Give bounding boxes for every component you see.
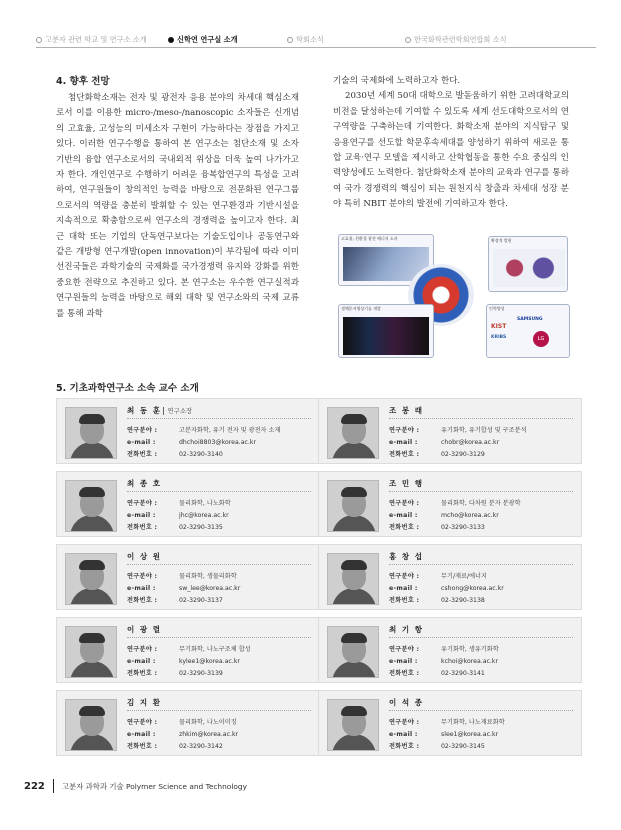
footer-divider xyxy=(53,779,54,793)
photo-hair xyxy=(79,633,105,643)
phone-key: 전화번호 : xyxy=(389,451,420,459)
field-key: 연구분야 : xyxy=(389,719,420,726)
card-divider xyxy=(389,418,573,419)
phone-row xyxy=(389,522,521,534)
professor-name: 홍 창 섭 xyxy=(389,552,424,561)
email-row xyxy=(127,437,280,449)
email-row xyxy=(389,510,521,522)
email-link[interactable]: kylee1@korea.ac.kr xyxy=(179,658,240,666)
card-divider xyxy=(127,491,311,492)
nav-item-lab-intro[interactable] xyxy=(168,35,238,45)
email-key: e-mail : xyxy=(389,658,418,666)
card-divider xyxy=(389,710,573,711)
nav-divider xyxy=(36,47,596,48)
field-key: 연구분야 : xyxy=(389,646,420,653)
photo-body xyxy=(332,588,376,605)
professor-name-row xyxy=(389,624,423,635)
field-key: 연구분야 : xyxy=(127,573,158,580)
professor-info xyxy=(127,571,240,608)
professor-info xyxy=(127,498,231,535)
figure-panel-label: 확장적 발현 xyxy=(491,238,512,243)
research-field-row xyxy=(389,644,499,656)
circle-icon xyxy=(405,37,411,43)
phone-row xyxy=(127,741,238,753)
phone-row xyxy=(127,595,240,607)
section-4-right-column xyxy=(333,74,569,213)
professor-photo xyxy=(65,699,117,751)
professor-photo xyxy=(327,553,379,605)
professor-name: 이 상 원 xyxy=(127,552,162,561)
email-link[interactable]: dhchoi8803@korea.ac.kr xyxy=(179,439,257,447)
professor-name-row xyxy=(127,697,161,708)
email-row xyxy=(127,656,251,668)
phone-number: 02-3290-3133 xyxy=(441,524,485,532)
photo-hair xyxy=(341,633,367,643)
email-row xyxy=(127,583,240,595)
logo-lg: LG xyxy=(533,331,549,347)
nav-item-label: 고분자 관련 학교 및 연구소 소개 xyxy=(45,35,147,44)
phone-key: 전화번호 : xyxy=(389,597,420,605)
phone-number: 02-3290-3129 xyxy=(441,451,485,459)
field-key: 연구분야 : xyxy=(127,719,158,726)
professor-card xyxy=(318,471,582,537)
phone-row xyxy=(127,522,231,534)
professor-name: 조 봉 래 xyxy=(389,406,424,415)
card-divider xyxy=(127,418,311,419)
professor-info xyxy=(389,717,505,754)
photo-body xyxy=(332,442,376,459)
professor-card xyxy=(318,544,582,610)
photo-body xyxy=(70,734,114,751)
research-field: 물리화학, 나노화학 xyxy=(179,500,231,507)
professor-name: 최 종 호 xyxy=(127,479,162,488)
professor-photo xyxy=(327,699,379,751)
professor-photo xyxy=(65,480,117,532)
phone-number: 02-3290-3138 xyxy=(441,597,485,605)
phone-number: 02-3290-3139 xyxy=(179,670,223,678)
research-field: 무기화학, 나노구조체 합성 xyxy=(179,646,251,653)
professor-name: 최 기 항 xyxy=(389,625,424,634)
professor-photo xyxy=(65,407,117,459)
phone-key: 전화번호 : xyxy=(389,743,420,751)
fluorescence-image xyxy=(343,317,429,355)
nav-item-schools[interactable] xyxy=(36,35,147,45)
phone-row xyxy=(389,668,499,680)
email-row xyxy=(127,510,231,522)
phone-key: 전화번호 : xyxy=(127,743,158,751)
research-field-row xyxy=(389,717,505,729)
phone-row xyxy=(389,449,527,461)
email-key: e-mail : xyxy=(127,512,156,520)
professor-info xyxy=(127,717,238,754)
email-row xyxy=(389,583,504,595)
phone-number: 02-3290-3135 xyxy=(179,524,223,532)
email-link[interactable]: cshong@korea.ac.kr xyxy=(441,585,504,593)
email-link[interactable]: chobr@korea.ac.kr xyxy=(441,439,500,447)
photo-hair xyxy=(341,560,367,570)
professor-name-row xyxy=(127,478,161,489)
nav-item-federation-news[interactable] xyxy=(405,35,507,45)
email-key: e-mail : xyxy=(389,512,418,520)
email-key: e-mail : xyxy=(127,658,156,666)
phone-number: 02-3290-3140 xyxy=(179,451,223,459)
professor-photo xyxy=(65,626,117,678)
paragraph: 첨단화학소재는 전자 및 광전자 응용 분야의 차세대 핵심소재로서 이를 이용한 micro-/meso-/nanoscopic 소자들은 신개념의 고효율, 고성능의 미세소자 구현이 가능하다는 장점을 가지고 있다. 이러한 연구수행을 통하여 본 연구소는 첨단소재 및 소자 기반의 융합 연구소로서의 국내외적 위상을 더욱 높여 나가가고자 한다. 개인연구로 수행하기 어려운 융복합연구의 특성을 고려하여, 연구원들이 창의적인 능력을 바탕으로 전문화된 연구그룹으로서의 역량을 충분히 발휘할 수 있는 연구환경과 기반시설을 지속적으로 확충함으로써 연구소의 경쟁력을 높이고자 한다. 최근 대학 또는 기업의 단독연구보다는 기술도입이나 공동연구와 같은 개방형 연구개발(open innovation)이 부각됨에 따라 이미 선진국들은 과학기술의 국제화를 국가경쟁력 유지와 강화를 위한 중요한 전략으로 추진하고 있다. 본 연구소는 우수한 연구실적과 연구원들의 능력을 바탕으로 해외 대학 및 연구소와의 국제 교류를 통해 과학 xyxy=(56,93,299,319)
research-field-row xyxy=(127,717,238,729)
research-field: 물리화학, 나노이미징 xyxy=(179,719,237,726)
field-key: 연구분야 : xyxy=(389,427,420,434)
professor-info xyxy=(389,644,499,681)
professor-name: 조 민 행 xyxy=(389,479,424,488)
phone-row xyxy=(127,449,280,461)
email-row xyxy=(127,729,238,741)
research-field-row xyxy=(127,644,251,656)
nav-item-label: 신학연 연구실 소개 xyxy=(177,35,238,44)
phone-row xyxy=(127,668,251,680)
photo-body xyxy=(70,588,114,605)
phone-row xyxy=(389,741,505,753)
photo-hair xyxy=(79,414,105,424)
professor-info xyxy=(389,498,521,535)
research-field-row xyxy=(389,498,521,510)
research-field-row xyxy=(127,571,240,583)
field-key: 연구분야 : xyxy=(127,500,158,507)
research-field: 고분자화학, 유기 전자 및 광전자 소재 xyxy=(179,427,281,434)
filled-circle-icon xyxy=(168,37,174,43)
email-row xyxy=(389,437,527,449)
professor-photo xyxy=(327,407,379,459)
figure-panel-label: 생체분자영상기술 개발 xyxy=(341,306,381,311)
nav-item-society-news[interactable] xyxy=(287,35,324,45)
photo-body xyxy=(70,515,114,532)
professor-info xyxy=(127,425,280,462)
nav-item-label: 학회소식 xyxy=(296,35,324,44)
professor-role: 연구소장 xyxy=(163,407,192,415)
figure-panel-bioimaging xyxy=(338,304,434,358)
field-key: 연구분야 : xyxy=(127,427,158,434)
phone-key: 전화번호 : xyxy=(389,524,420,532)
card-divider xyxy=(127,637,311,638)
photo-hair xyxy=(341,487,367,497)
professor-card xyxy=(56,690,320,756)
professor-name-row xyxy=(389,697,423,708)
circle-icon xyxy=(287,37,293,43)
top-navigation xyxy=(36,33,596,51)
field-key: 연구분야 : xyxy=(127,646,158,653)
logo-kribs: KRIBS xyxy=(491,335,507,340)
journal-title: 고분자 과학과 기술 Polymer Science and Technology xyxy=(61,781,247,791)
email-link[interactable]: mcho@korea.ac.kr xyxy=(441,512,499,520)
photo-body xyxy=(70,661,114,678)
email-link[interactable]: sw_lee@korea.ac.kr xyxy=(179,585,241,593)
email-key: e-mail : xyxy=(127,439,156,447)
email-row xyxy=(389,729,505,741)
research-field: 무기/재료/에너지 xyxy=(441,573,488,580)
phone-key: 전화번호 : xyxy=(127,670,158,678)
phone-number: 02-3290-3137 xyxy=(179,597,223,605)
email-key: e-mail : xyxy=(127,731,156,739)
professor-card xyxy=(318,690,582,756)
email-link[interactable]: kchoi@korea.ac.kr xyxy=(441,658,499,666)
professor-name-row xyxy=(127,551,161,562)
research-field: 유기화학, 유기합성 및 구조분석 xyxy=(441,427,527,434)
figure-panel-expression xyxy=(488,236,568,292)
professor-name-row xyxy=(127,624,161,635)
phone-key: 전화번호 : xyxy=(389,670,420,678)
photo-hair xyxy=(79,487,105,497)
research-field-row xyxy=(389,425,527,437)
professor-info xyxy=(389,571,504,608)
phone-key: 전화번호 : xyxy=(127,451,158,459)
research-overview-figure xyxy=(338,234,570,359)
phone-key: 전화번호 : xyxy=(127,597,158,605)
professor-name-row xyxy=(389,478,423,489)
professor-name: 이 광 렬 xyxy=(127,625,162,634)
research-field: 물리화학, 생물리화학 xyxy=(179,573,237,580)
card-divider xyxy=(127,564,311,565)
professor-name-row xyxy=(389,551,423,562)
section-4-title: 4. 향후 전망 xyxy=(56,76,110,87)
field-key: 연구분야 : xyxy=(389,500,420,507)
photo-hair xyxy=(341,414,367,424)
email-key: e-mail : xyxy=(389,585,418,593)
research-field-row xyxy=(389,571,504,583)
professor-photo xyxy=(65,553,117,605)
section-4-left-column xyxy=(56,91,299,322)
section-5-title: 5. 기초과학연구소 소속 교수 소개 xyxy=(56,383,199,394)
email-row xyxy=(389,656,499,668)
research-field-row xyxy=(127,498,231,510)
email-link[interactable]: zhkim@korea.ac.kr xyxy=(179,731,239,739)
circle-icon xyxy=(36,37,42,43)
professor-name-row xyxy=(127,405,192,416)
photo-hair xyxy=(79,706,105,716)
card-divider xyxy=(389,564,573,565)
professor-card xyxy=(56,471,320,537)
professor-info xyxy=(127,644,251,681)
professor-name: 이 석 종 xyxy=(389,698,424,707)
photo-body xyxy=(70,442,114,459)
phone-number: 02-3290-3142 xyxy=(179,743,223,751)
card-divider xyxy=(389,491,573,492)
paragraph: 2030년 세계 50대 대학으로 발돋움하기 위한 고려대학교의 비전을 달성하는데 기여할 수 있도록 세계 선도대학으로서의 연구역량을 구축하는데 기여한다. 화학소재 분야의 지식탐구 및 응용연구를 선도할 학문후속세대를 양성하기 위하여 새로운 통합 교육·연구 모델을 제시하고 산학협동을 통한 수요 중심의 인력양성에도 노력한다. 첨단화학소재 분야의 교육과 연구를 통하여 국가 경쟁력의 핵심이 되는 원천지식 창출과 차세대 성장 분야 특히 NBIT 분야의 발전에 기여하고자 한다. xyxy=(333,91,569,210)
research-field: 무기화학, 나노재료화학 xyxy=(441,719,505,726)
nav-item-label: 한국화학관련학회연합회 소식 xyxy=(414,35,507,44)
professor-card xyxy=(318,398,582,464)
page-number: 222 xyxy=(24,780,45,792)
research-field: 물리화학, 다차원 분자 분광학 xyxy=(441,500,521,507)
logo-kist: KIST xyxy=(491,323,507,330)
card-divider xyxy=(389,637,573,638)
page-footer xyxy=(24,779,247,793)
email-key: e-mail : xyxy=(127,585,156,593)
professor-name: 최 동 훈 xyxy=(127,406,162,415)
professor-card xyxy=(56,544,320,610)
phone-row xyxy=(389,595,504,607)
professor-name: 김 지 환 xyxy=(127,698,162,707)
figure-panel-human-resources xyxy=(486,304,570,358)
photo-body xyxy=(332,734,376,751)
card-divider xyxy=(127,710,311,711)
figure-panel-label: 인력양성 xyxy=(489,306,505,311)
research-field: 유기화학, 생유기화학 xyxy=(441,646,499,653)
email-link[interactable]: jhc@korea.ac.kr xyxy=(179,512,229,520)
professor-card xyxy=(56,617,320,683)
phone-number: 02-3290-3141 xyxy=(441,670,485,678)
email-key: e-mail : xyxy=(389,731,418,739)
professor-info xyxy=(389,425,527,462)
photo-hair xyxy=(341,706,367,716)
email-link[interactable]: slee1@korea.ac.kr xyxy=(441,731,499,739)
figure-panel-label: 고효율, 친환경 광전 에너지 소자 xyxy=(341,236,398,241)
photo-hair xyxy=(79,560,105,570)
photo-body xyxy=(332,515,376,532)
logo-samsung: SAMSUNG xyxy=(517,317,543,322)
microscopy-image xyxy=(493,249,565,287)
phone-number: 02-3290-3145 xyxy=(441,743,485,751)
professor-card xyxy=(56,398,320,464)
photo-body xyxy=(332,661,376,678)
research-field-row xyxy=(127,425,280,437)
phone-key: 전화번호 : xyxy=(127,524,158,532)
email-key: e-mail : xyxy=(389,439,418,447)
professor-name-row xyxy=(389,405,423,416)
field-key: 연구분야 : xyxy=(389,573,420,580)
professor-photo xyxy=(327,480,379,532)
professor-card xyxy=(318,617,582,683)
professor-photo xyxy=(327,626,379,678)
paragraph-continuation: 기술의 국제화에 노력하고자 한다. xyxy=(333,76,461,86)
